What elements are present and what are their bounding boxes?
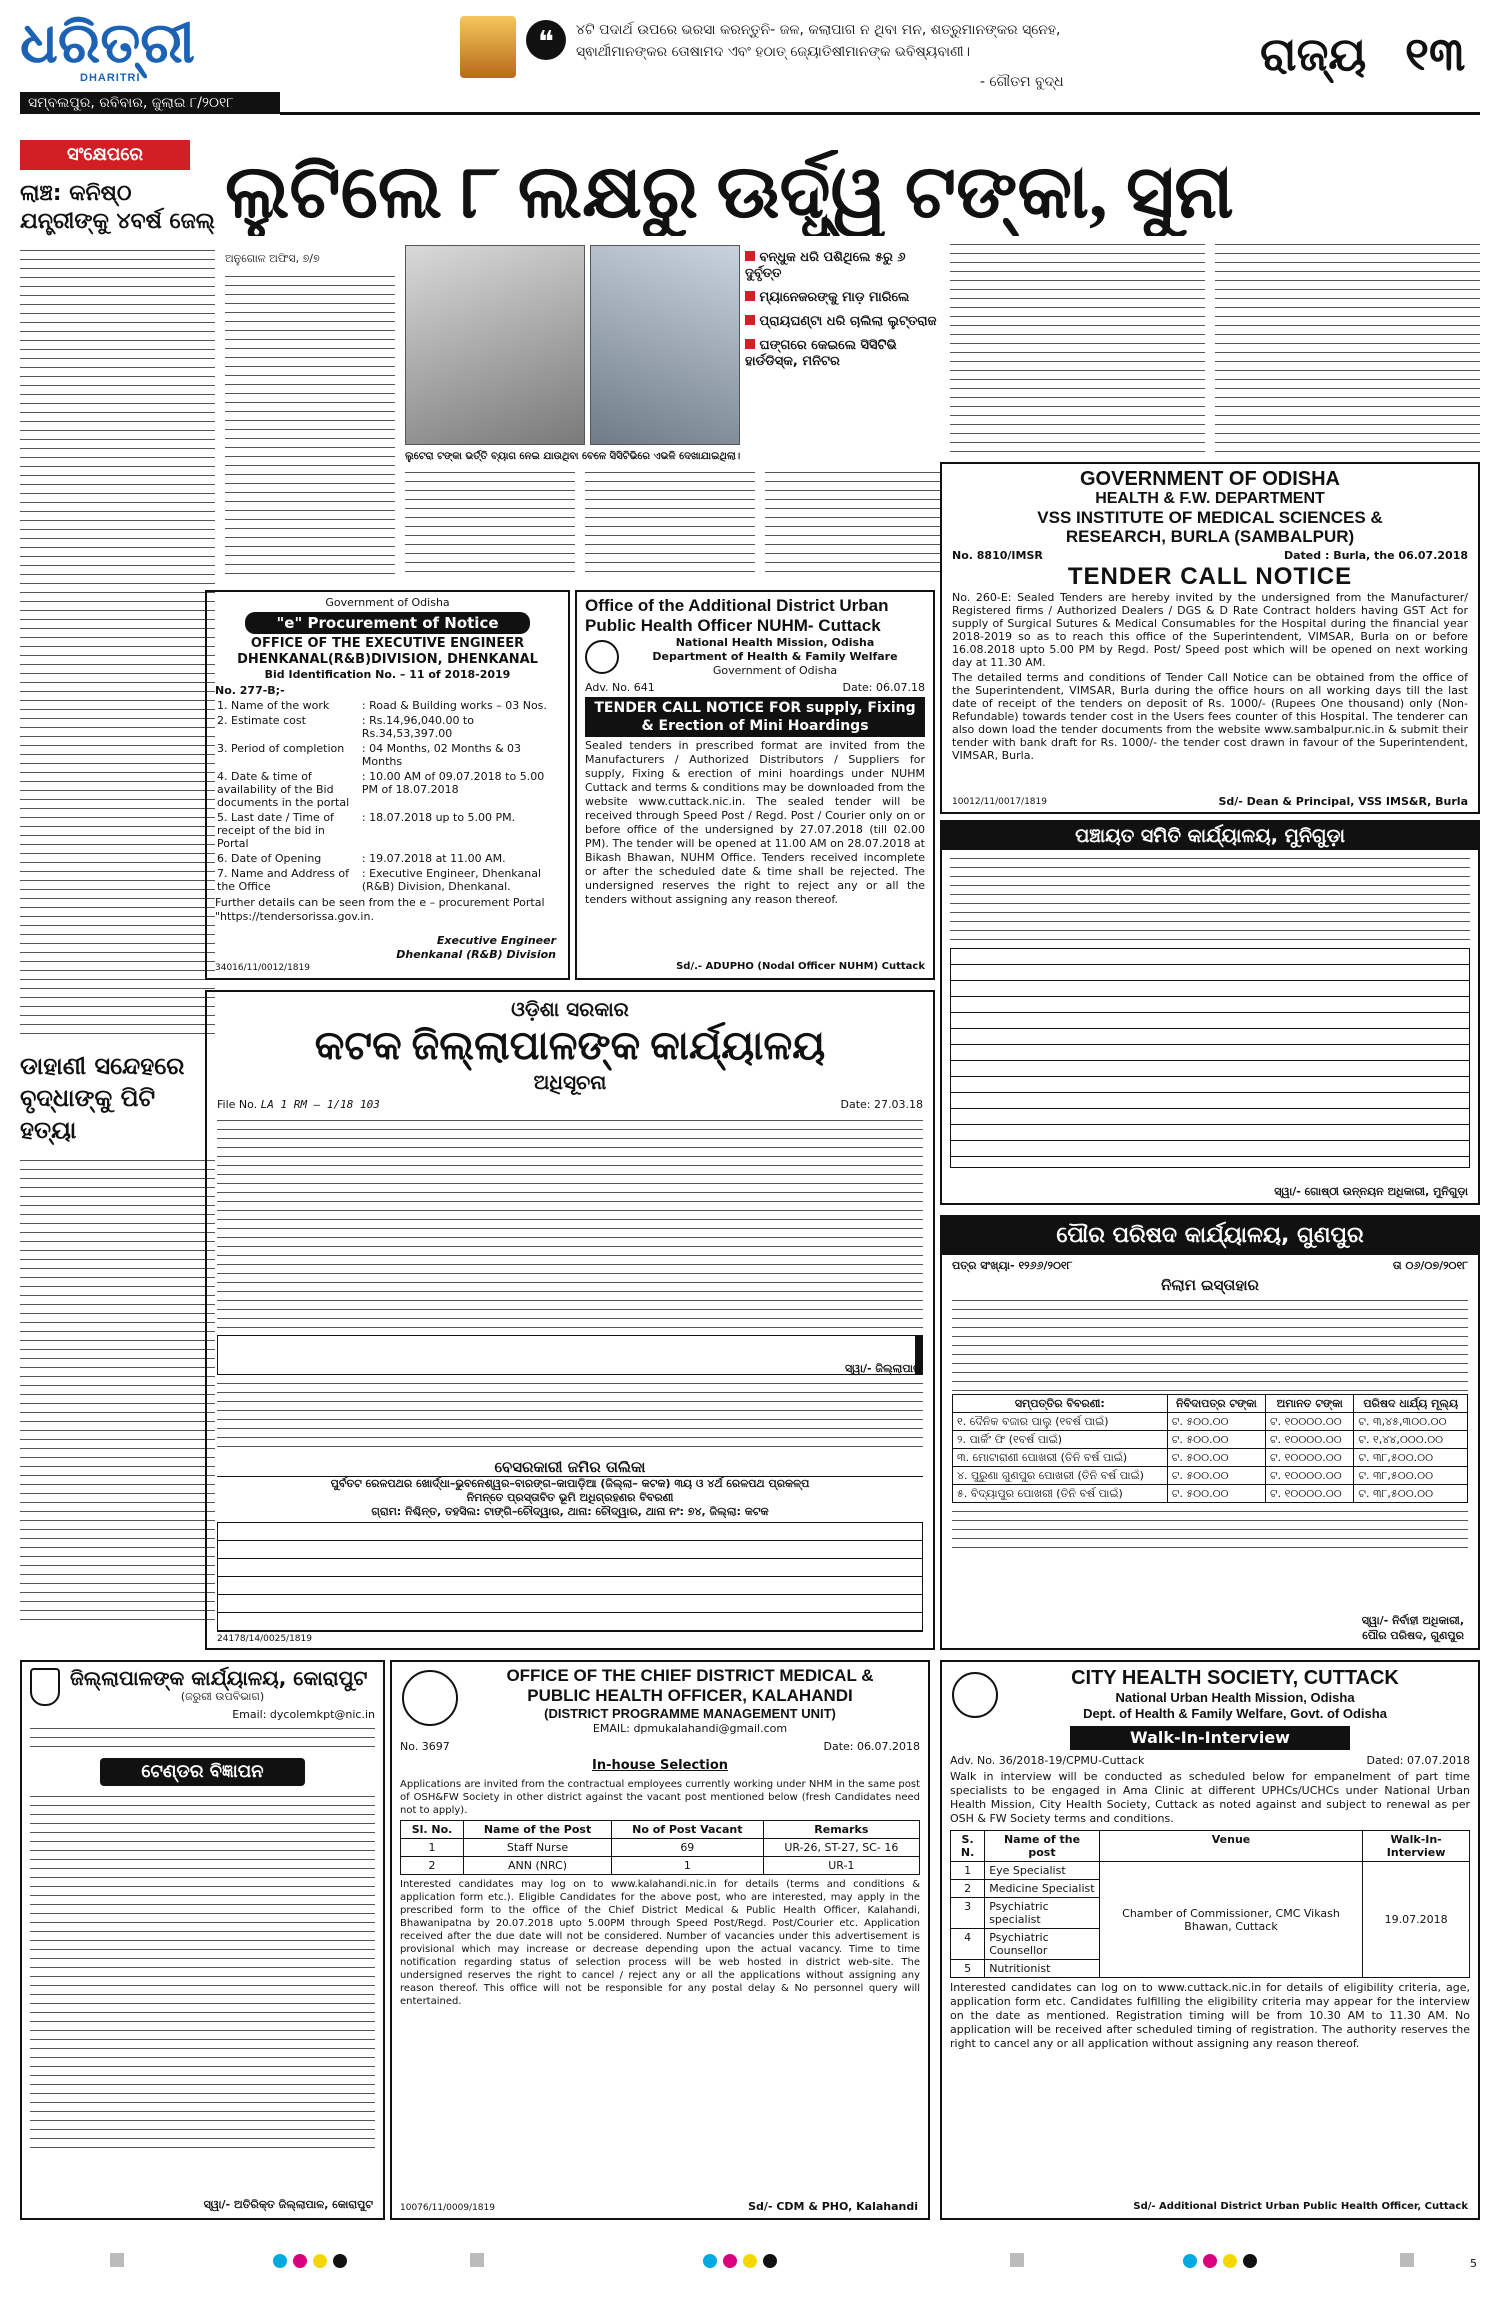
ad-gunupur bbox=[940, 1215, 1480, 1650]
ee-sign-2: Dhenkanal (R&B) Division bbox=[396, 948, 556, 961]
buddha-image bbox=[460, 16, 516, 78]
ctc-body-2 bbox=[217, 1379, 923, 1454]
ad-collector-cuttack bbox=[205, 990, 935, 1650]
ee-row-value: : 04 Months, 02 Months & 03 Months bbox=[361, 742, 522, 768]
table-header: ଅମାନତ ଟଙ୍କା bbox=[1266, 1395, 1354, 1413]
nuhm-banner: TENDER CALL NOTICE FOR supply, Fixing & Erection of Mini Hoardings bbox=[585, 697, 925, 737]
brief-body-2 bbox=[20, 1156, 215, 1626]
ctc-code: 24178/14/0025/1819 bbox=[217, 1634, 312, 1644]
lead-col-4 bbox=[765, 468, 940, 577]
gun-ref-row bbox=[942, 1255, 1478, 1277]
table-header: S. N. bbox=[951, 1831, 985, 1862]
lead-photo-1 bbox=[405, 245, 585, 445]
koraput-sub: (ଜରୁରୀ ଉପବିଭାଗ) bbox=[180, 1690, 265, 1703]
ps-body bbox=[950, 854, 1470, 944]
gun-table bbox=[952, 1394, 1468, 1503]
table-cell: ଟ. ୩୮,୫୦୦.୦୦ bbox=[1354, 1485, 1468, 1503]
ee-row-label: 1. Name of the work bbox=[217, 699, 330, 712]
lead-bullets bbox=[745, 250, 945, 370]
ee-no: No. 277-B;- bbox=[215, 684, 285, 697]
chs-venue: Chamber of Commissioner, CMC Vikash Bhawan, Cuttack bbox=[1099, 1862, 1362, 1978]
ad-vss-burla bbox=[940, 462, 1480, 814]
kal-intro: Applications are invited from the contractual employees currently working under NHM in the same post of OSH&FW Society in other district against the vacant post mentioned below (fresh Candidates need not to apply). bbox=[400, 1779, 920, 1816]
ctc-land-table bbox=[217, 1522, 923, 1632]
ee-tag: "e" Procurement of Notice bbox=[245, 612, 530, 634]
ee-row-value: : Road & Building works – 03 Nos. bbox=[361, 699, 547, 712]
table-cell: 69 bbox=[611, 1839, 763, 1857]
brief-body-1 bbox=[20, 246, 215, 1036]
table-cell: ଟ. ୫୦୦.୦୦ bbox=[1167, 1431, 1265, 1449]
brief-column bbox=[20, 140, 215, 1645]
reg-dots-2 bbox=[700, 2253, 780, 2272]
table-header: Name of the Post bbox=[464, 1821, 612, 1839]
table-row bbox=[953, 1431, 1468, 1449]
table-cell: ୧. ଦୈନିକ ବଜାର ପାଲୁ (୧ବର୍ଷ ପାଇଁ) bbox=[953, 1413, 1168, 1431]
ctc-grid-1 bbox=[217, 1335, 923, 1375]
ee-row-label: 7. Name and Address of the Office bbox=[217, 867, 350, 893]
magenta-dot bbox=[723, 2254, 737, 2268]
footer-page-no: 5 bbox=[1470, 2257, 1477, 2270]
lead-col-6 bbox=[1215, 240, 1480, 455]
table-cell: 1 bbox=[401, 1839, 464, 1857]
lead-col-5 bbox=[950, 240, 1205, 455]
vss-no-row bbox=[952, 549, 1468, 563]
vss-p1: No. 260-E: Sealed Tenders are hereby invited by the undersigned from the Manufacturer/ Registered firms / Authorized Dealers / DGS & D Rate Contract holders having GST Act for supply of Surgical Sutures & Medical Consumables for the Hospital during the financial year 2018-2019 so as to reach this office of the Superintendent, VIMSAR, Burla on or before 16.08.2018 upto 5.00 PM by Regd. Post/ Speed post which will be opened on next working day at 11.30 AM. bbox=[952, 591, 1468, 669]
nuhm-adv: Adv. No. 641 bbox=[585, 681, 655, 694]
chs-t3: Dept. of Health & Family Welfare, Govt. of Odisha bbox=[1083, 1706, 1387, 1721]
brief-headline: ଲାଞ୍ଚ: କନିଷ୍ଠ ଯନ୍ତ୍ରୀଙ୍କୁ ୪ବର୍ଷ ଜେଲ୍ bbox=[20, 181, 215, 234]
table-cell: 1 bbox=[611, 1857, 763, 1875]
chs-t2: National Urban Health Mission, Odisha bbox=[1115, 1690, 1355, 1705]
kal-email: EMAIL: dpmukalahandi@gmail.com bbox=[592, 1722, 788, 1735]
ctc-date: Date: 27.03.18 bbox=[840, 1098, 923, 1111]
masthead-quote-line-1: ୪ଟି ପଦାର୍ଥ ଉପରେ ଭରସା କରନ୍ତୁନି- ଜଳ, କଲାପାଗ ନ ଥିବା ମନ, ଶତ୍ରୁମାନଙ୍କର ସ୍ନେହ, bbox=[576, 22, 1061, 38]
gun-sign-1: ସ୍ୱା/- ନିର୍ବାହୀ ଅଧିକାରୀ, bbox=[1361, 1614, 1464, 1627]
koraput-banner: ଟେଣ୍ଡର ବିଜ୍ଞାପନ bbox=[100, 1758, 305, 1786]
table-header: Remarks bbox=[763, 1821, 919, 1839]
table-cell: ଟ. ୫୦୦.୦୦ bbox=[1167, 1485, 1265, 1503]
lead-col-3 bbox=[585, 468, 755, 577]
table-cell: ଟ. ୧୦୦୦୦.୦୦ bbox=[1266, 1431, 1354, 1449]
lead-col-1 bbox=[225, 272, 395, 577]
table-cell: ଟ. ୧୦୦୦୦.୦୦ bbox=[1266, 1485, 1354, 1503]
table-row bbox=[953, 1467, 1468, 1485]
ee-row-label: 5. Last date / Time of receipt of the bid in Portal bbox=[217, 811, 334, 850]
nuhm-sign: Sd/.- ADUPHO (Nodal Officer NUHM) Cuttack bbox=[676, 961, 925, 972]
table-row bbox=[401, 1857, 920, 1875]
ee-row bbox=[215, 741, 560, 769]
yellow-dot bbox=[313, 2254, 327, 2268]
vss-sign: Sd/- Dean & Principal, VSS IMS&R, Burla bbox=[1218, 795, 1468, 808]
kal-t2: PUBLIC HEALTH OFFICER, KALAHANDI bbox=[527, 1686, 853, 1705]
ad-nuhm bbox=[575, 590, 935, 980]
masthead bbox=[20, 12, 1480, 122]
ctc-file: File No. bbox=[217, 1098, 258, 1111]
nuhm-sub-3: Government of Odisha bbox=[712, 664, 838, 677]
vss-date: Dated : Burla, the 06.07.2018 bbox=[1283, 549, 1468, 562]
ee-row bbox=[215, 851, 560, 866]
reg-square-2 bbox=[470, 2253, 484, 2267]
koraput-title: ଜିଲ୍ଲାପାଳଙ୍କ କାର୍ଯ୍ୟାଳୟ, କୋରାପୁଟ bbox=[70, 1666, 368, 1690]
ctc-title: କଟକ ଜିଲ୍ଲାପାଳଙ୍କ କାର୍ଯ୍ୟାଳୟ bbox=[314, 1023, 826, 1068]
ctc-list-title: ବେସରକାରୀ ଜମିର ତାଲିକା bbox=[494, 1458, 646, 1476]
ee-office: OFFICE OF THE EXECUTIVE ENGINEER DHENKANAL(R&B)DIVISION, DHENKANAL bbox=[237, 636, 538, 667]
vss-code: 10012/11/0017/1819 bbox=[952, 797, 1047, 807]
chs-sign: Sd/- Additional District Urban Public Health Officer, Cuttack bbox=[1133, 2201, 1468, 2212]
nuhm-date: Date: 06.07.18 bbox=[842, 681, 925, 694]
lead-bullet-1 bbox=[745, 250, 945, 282]
kal-t3: (DISTRICT PROGRAMME MANAGEMENT UNIT) bbox=[544, 1706, 836, 1721]
lead-bullet-text-2: ମ୍ୟାନେଜରଙ୍କୁ ମାଡ଼ ମାରିଲେ bbox=[759, 290, 910, 305]
magenta-dot bbox=[1203, 2254, 1217, 2268]
masthead-section: ରାଜ୍ୟ bbox=[1260, 29, 1367, 80]
table-header: ସମ୍ପତ୍ତିର ବିବରଣୀ: bbox=[953, 1395, 1168, 1413]
table-cell: ଟ. ୩୮,୫୦୦.୦୦ bbox=[1354, 1449, 1468, 1467]
table-cell: ଟ. ୫୦୦.୦୦ bbox=[1167, 1467, 1265, 1485]
kal-no: No. 3697 bbox=[400, 1740, 450, 1753]
table-cell: Medicine Specialist bbox=[985, 1880, 1100, 1898]
gun-date: ତା ୦୬/୦୭/୨୦୧୮ bbox=[1392, 1259, 1468, 1272]
nuhm-sub-2: Department of Health & Family Welfare bbox=[652, 650, 898, 663]
lead-bullet-text-1: ବନ୍ଧୁକ ଧରି ପଶିଥିଲେ ୫ରୁ ୬ ଦୁର୍ବୃତ୍ତ bbox=[745, 250, 906, 281]
lead-byline: ଅନୁଗୋଳ ଅଫିସ, ୭/୭ bbox=[225, 252, 320, 265]
table-header: Name of the post bbox=[985, 1831, 1100, 1862]
yellow-dot bbox=[743, 2254, 757, 2268]
table-row bbox=[953, 1485, 1468, 1503]
table-header: Walk-In-Interview bbox=[1363, 1831, 1470, 1862]
table-cell: ANN (NRC) bbox=[464, 1857, 612, 1875]
reg-dots-1 bbox=[270, 2253, 350, 2272]
ee-table bbox=[215, 698, 560, 894]
table-cell: Psychiatric specialist bbox=[985, 1898, 1100, 1929]
nuhm-logo bbox=[585, 640, 619, 674]
table-row bbox=[951, 1862, 1470, 1880]
nuhm-sub-1: National Health Mission, Odisha bbox=[675, 636, 875, 649]
koraput-sign: ସ୍ୱା/- ଅତିରିକ୍ତ ଜିଲ୍ଲାପାଳ, କୋରାପୁଟ bbox=[203, 2198, 373, 2211]
chs-date: Dated: 07.07.2018 bbox=[1366, 1754, 1470, 1767]
table-cell: 2 bbox=[401, 1857, 464, 1875]
kal-body: Interested candidates may log on to www.kalahandi.nic.in for details (terms and conditions & application form etc.). Eligible Candidates for the above post, who are interested, may apply in the prescribed form to the office of the Chief District Medical & Public Health Officer, Kalahandi, Bhawanipatna by 20.07.2018 upto 5.00PM through Speed Post/Regd. Post/Courier etc. Application received after the due date will not be considered. Number of vacancies under this advertisement is provisional which may increase or decrease depending upon the actual vacancy. Time to time notification regarding status of selection process will be web hosted in district web-site. The undersigned reserves the right to cancel / reject any or all the applications without assigning any reason thereof. This office will not be responsible for any postal delay & No personnel query will entertained. bbox=[400, 1879, 920, 2007]
magenta-dot bbox=[293, 2254, 307, 2268]
vss-title: TENDER CALL NOTICE bbox=[1067, 563, 1353, 590]
table-cell: ଟ. ୩୮,୫୦୦.୦୦ bbox=[1354, 1467, 1468, 1485]
black-dot bbox=[763, 2254, 777, 2268]
reg-dots-3 bbox=[1180, 2253, 1260, 2272]
kal-t1: OFFICE OF THE CHIEF DISTRICT MEDICAL & bbox=[506, 1666, 874, 1685]
ps-sign: ସ୍ୱା/- ଗୋଷ୍ଠୀ ଉନ୍ନୟନ ଅଧିକାରୀ, ମୁନିଗୁଡ଼ା bbox=[1274, 1185, 1468, 1198]
table-cell: ଟ. ୧୦୦୦୦.୦୦ bbox=[1266, 1413, 1354, 1431]
ad-koraput bbox=[20, 1660, 385, 2220]
ee-row-value: : 18.07.2018 up to 5.00 PM. bbox=[361, 811, 516, 824]
ee-row bbox=[215, 810, 560, 851]
gun-sign-2: ପୌର ପରିଷଦ, ଗୁଣପୁର bbox=[1362, 1629, 1464, 1642]
chs-intro: Walk in interview will be conducted as scheduled below for empanelment of part time specialists to be engaged in Ama Clinic at different UPHCs/UCHCs under National Urban Health Mission, City Health Society, Cuttack as noted against and subject to renewal as per OSH & FW Society terms and conditions. bbox=[950, 1770, 1470, 1825]
vss-l2: HEALTH & F.W. DEPARTMENT bbox=[1095, 490, 1325, 507]
brief-label: ସଂକ୍ଷେପରେ bbox=[20, 140, 190, 170]
chs-t1: CITY HEALTH SOCIETY, CUTTACK bbox=[1071, 1667, 1399, 1689]
brief-headline-2: ଡାହାଣୀ ସନ୍ଦେହରେ ବୃଦ୍ଧାଙ୍କୁ ପିଟି ହତ୍ୟା bbox=[20, 1052, 185, 1144]
ps-title: ପଞ୍ଚାୟତ ସମିତି କାର୍ଯ୍ୟାଳୟ, ମୁନିଗୁଡ଼ା bbox=[942, 822, 1478, 850]
table-cell: 3 bbox=[951, 1898, 985, 1929]
ctc-sign: ସ୍ୱା/- ଜିଲ୍ଲାପାଳ bbox=[844, 1362, 921, 1375]
table-cell: ଟ. ୧୦୦୦୦.୦୦ bbox=[1266, 1467, 1354, 1485]
nuhm-body: Sealed tenders in prescribed format are invited from the Manufacturers / Authorized Distributors / Suppliers for supply, Fixing & erection of mini hoardings under NUHM Cuttack and terms & conditions may be downloaded from the website www.cuttack.nic.in. The sealed tender will be received through Speed Post / Regd. Post / Courier only on or before office of the undersigned by 27.07.2018 (till 02.00 PM). The tender will be opened at 11.00 AM on 28.07.2018 at Bikash Bhawan, NUHM Office. Tenders received incomplete or after the scheduled date & time shall be rejected. The undersigned reserves the right to reject any or all the tenders without assigning any reason thereof. bbox=[585, 739, 925, 906]
ctc-sub: ଅଧିସୂଚନା bbox=[533, 1070, 607, 1094]
lead-col-2 bbox=[405, 468, 575, 577]
lead-bullet-text-3: ପ୍ରାୟଘଣ୍ଟା ଧରି ଚାଲିଲା ଲୁଟ୍‌ତରାଜ bbox=[759, 314, 937, 329]
ad-panchayat-samiti bbox=[940, 820, 1480, 1205]
table-cell: ୨. ପାର୍କିଂ ଫି (୧ବର୍ଷ ପାଇଁ) bbox=[953, 1431, 1168, 1449]
lead-photo-2 bbox=[590, 245, 740, 445]
gun-body-2 bbox=[952, 1507, 1468, 1553]
kal-table bbox=[400, 1820, 920, 1875]
ctc-govt: ଓଡ଼ିଶା ସରକାର bbox=[511, 997, 629, 1021]
lead-bullet-3 bbox=[745, 314, 945, 330]
footer-marks bbox=[0, 2245, 1500, 2285]
gun-notice: ନିଲାମ ଇସ୍ତାହାର bbox=[1161, 1276, 1259, 1294]
ctc-file-hand: LA 1 RM – 1/18 103 bbox=[260, 1098, 380, 1111]
kalahandi-logo bbox=[402, 1670, 458, 1726]
table-cell: Nutritionist bbox=[985, 1960, 1100, 1978]
table-cell: 4 bbox=[951, 1929, 985, 1960]
table-cell: ଟ. ୫୦୦.୦୦ bbox=[1167, 1449, 1265, 1467]
table-row bbox=[953, 1449, 1468, 1467]
masthead-quote-author: - ଗୌତମ ବୁଦ୍ଧ bbox=[980, 74, 1064, 90]
chs-banner: Walk-In-Interview bbox=[1070, 1726, 1350, 1750]
masthead-rule bbox=[280, 112, 1480, 115]
kal-code: 10076/11/0009/1819 bbox=[400, 2203, 495, 2213]
koraput-emblem bbox=[30, 1668, 60, 1706]
kal-sign: Sd/- CDM & PHO, Kalahandi bbox=[748, 2200, 918, 2213]
table-cell: ୫. ବିଦ୍ୟାପୁର ପୋଖରୀ (ତିନି ବର୍ଷ ପାଇଁ) bbox=[953, 1485, 1168, 1503]
ee-sign-1: Executive Engineer bbox=[436, 934, 556, 947]
chs-adv: Adv. No. 36/2018-19/CPMU-Cuttack bbox=[950, 1754, 1145, 1767]
cyan-dot bbox=[1183, 2254, 1197, 2268]
table-cell: 1 bbox=[951, 1862, 985, 1880]
ee-row bbox=[215, 769, 560, 810]
table-cell: 2 bbox=[951, 1880, 985, 1898]
nuhm-title: Office of the Additional District Urban Public Health Officer NUHM- Cuttack bbox=[585, 596, 889, 635]
cyan-dot bbox=[703, 2254, 717, 2268]
gun-body bbox=[952, 1296, 1468, 1391]
ee-row-value: : 19.07.2018 at 11.00 AM. bbox=[361, 852, 506, 865]
table-cell: ଟ. ୧,୪୪,୦୦୦.୦୦ bbox=[1354, 1431, 1468, 1449]
ctc-file-row bbox=[217, 1098, 923, 1112]
ee-row-label: 4. Date & time of availability of the Bid documents in the portal bbox=[217, 770, 350, 809]
table-header: ନିବିଦାପତ୍ର ଟଙ୍କା bbox=[1167, 1395, 1265, 1413]
table-cell: ଟ. ୩,୪୫,୩୦୦.୦୦ bbox=[1354, 1413, 1468, 1431]
lead-headline: ଲୁଟିଲେ ୮ ଲକ୍ଷରୁ ଊର୍ଦ୍ଧ୍ୱ ଟଙ୍କା, ସୁନା bbox=[225, 152, 1234, 234]
vss-l4: RESEARCH, BURLA (SAMBALPUR) bbox=[1065, 527, 1355, 546]
table-header: No of Post Vacant bbox=[611, 1821, 763, 1839]
vss-l1: GOVERNMENT OF ODISHA bbox=[1079, 468, 1340, 490]
lead-bullet-4 bbox=[745, 338, 945, 370]
kal-date: Date: 06.07.2018 bbox=[823, 1740, 920, 1753]
ctc-list-sub2: ନିମନ୍ତେ ପ୍ରସ୍ତାବିତ ଭୂମି ଅଧିଗ୍ରହଣର ବିବରଣୀ bbox=[466, 1491, 674, 1504]
ee-row-value: : 10.00 AM of 09.07.2018 to 5.00 PM of 18.07.2018 bbox=[361, 770, 545, 796]
vss-no: No. 8810/IMSR bbox=[952, 549, 1043, 562]
chs-walkin-date: 19.07.2018 bbox=[1363, 1862, 1470, 1978]
table-row bbox=[953, 1413, 1468, 1431]
koraput-refs bbox=[30, 1724, 375, 1752]
ee-row bbox=[215, 698, 560, 713]
ctc-list-sub1: ପୁର୍ବତଟ ରେଳପଥର ଖୋର୍ଦ୍ଧା–ଭୁବନେଶ୍ୱର–ବାରଙ୍ଗ–କାପାଡ଼ିଆ (ଜିଲ୍ଲା– କଟକ) ୩ୟ ଓ ୪ର୍ଥ ରେଳପଥ ପ୍ରକଳ୍ପ bbox=[217, 1476, 923, 1491]
table-cell: Psychiatric Counsellor bbox=[985, 1929, 1100, 1960]
cyan-dot bbox=[273, 2254, 287, 2268]
ee-row-value: : Rs.14,96,040.00 to Rs.34,53,397.00 bbox=[361, 714, 474, 740]
table-cell: ଟ. ୫୦୦.୦୦ bbox=[1167, 1413, 1265, 1431]
koraput-email: Email: dycolemkpt@nic.in bbox=[232, 1708, 375, 1721]
table-header: Venue bbox=[1099, 1831, 1362, 1862]
table-cell: ୩. ମୋଟାରାଣୀ ପୋଖରୀ (ତିନି ବର୍ଷ ପାଇଁ) bbox=[953, 1449, 1168, 1467]
ad-kalahandi bbox=[390, 1660, 930, 2220]
lead-bullet-text-4: ଘଙ୍ଗରେ କେଇଲେ ସିସିଟିଭି ହାର୍ଡଡିସ୍କ, ମନିଟର bbox=[745, 338, 897, 369]
reg-square-3 bbox=[1010, 2253, 1024, 2267]
yellow-dot bbox=[1223, 2254, 1237, 2268]
masthead-logo: ଧରିତ୍ରୀ bbox=[20, 13, 195, 75]
table-header: Sl. No. bbox=[401, 1821, 464, 1839]
ee-code: 34016/11/0012/1819 bbox=[215, 963, 310, 973]
chs-body: Interested candidates can log on to www.cuttack.nic.in for details of eligibility criteria, age, application form etc. Candidates fulfilling the eligibility criteria may appear for the interview on the date as mentioned. Registration timing will be from 10.30 AM to 11.30 AM. No application will be received after scheduled timing of registration. The authority reserves the right to cancel any or all application without assigning any reason thereof. bbox=[950, 1981, 1470, 2050]
vss-l3: VSS INSTITUTE OF MEDICAL SCIENCES & bbox=[1037, 508, 1383, 527]
table-cell: Staff Nurse bbox=[464, 1839, 612, 1857]
masthead-quote-line-2: ସ୍ଵାର୍ଥୀମାନଙ୍କର ତୋଷାମଦ ଏବଂ ହଠାତ୍ ଜ୍ୟୋତିଷୀମାନଙ୍କ ଭବିଷ୍ୟବାଣୀ। bbox=[576, 44, 971, 60]
chs-logo bbox=[952, 1672, 998, 1718]
ee-row-label: 2. Estimate cost bbox=[217, 714, 306, 727]
ad-executive-engineer bbox=[205, 590, 570, 980]
chs-adv-row bbox=[950, 1754, 1470, 1768]
ee-govt: Government of Odisha bbox=[325, 596, 450, 609]
ee-row-label: 3. Period of completion bbox=[217, 742, 345, 755]
ee-row bbox=[215, 713, 560, 741]
kal-no-row bbox=[400, 1740, 920, 1754]
table-cell: ୪. ପୁରୁଣା ଗୁଣପୁର ପୋଖରୀ (ତିନି ବର୍ଷ ପାଇଁ) bbox=[953, 1467, 1168, 1485]
koraput-body bbox=[30, 1792, 375, 2152]
gun-title: ପୌର ପରିଷଦ କାର୍ଯ୍ୟାଳୟ, ଗୁଣପୁର bbox=[942, 1217, 1478, 1255]
masthead-page-no: ୧୩ bbox=[1405, 29, 1466, 80]
quote-icon: ❝ bbox=[526, 20, 566, 60]
vss-p2: The detailed terms and conditions of Tender Call Notice can be obtained from the office of the Superintendent, VIMSAR, Burla during the office hours on all working days till the last date of receipt of the tenders on deposit of Rs. 1000/- (Rupees One thousand) only (Non-Refundable) towards tender cost in the Users fees counter of this Hospital. The tenderer can also down load the tender documents from the website www.sambalpur.nic.in & submit their tender with bank draft for Rs. 1000/- the tender cost drawn in favour of the Superintendent, VIMSAR, Burla. bbox=[952, 671, 1468, 762]
masthead-logo-sub: DHARITRI bbox=[80, 72, 141, 84]
ee-row bbox=[215, 866, 560, 894]
chs-table bbox=[950, 1830, 1470, 1978]
kal-heading: In-house Selection bbox=[591, 1758, 729, 1773]
black-dot bbox=[333, 2254, 347, 2268]
table-cell: UR-26, ST-27, SC- 16 bbox=[763, 1839, 919, 1857]
masthead-dateline: ସମ୍ବଲପୁର, ରବିବାର, ଜୁଲାଇ ୮/୨୦୧୮ bbox=[20, 92, 280, 114]
table-cell: Eye Specialist bbox=[985, 1862, 1100, 1880]
ee-row-value: : Executive Engineer, Dhenkanal (R&B) Division, Dhenkanal. bbox=[361, 867, 541, 893]
ctc-body bbox=[217, 1116, 923, 1331]
reg-square-1 bbox=[110, 2253, 124, 2267]
table-header: ପରିଷଦ ଧାର୍ଯ୍ୟ ମୂଲ୍ୟ bbox=[1354, 1395, 1468, 1413]
ctc-list-sub3: ଗ୍ରାମ: ନିଶ୍ଚିନ୍ତ, ତହସିଲ: ଟାଙ୍ଗି–ଚୌଦ୍ୱାର, ଥାନା: ଚୌଦ୍ୱାର, ଥାନା ନଂ: ୭୪, ଜିଲ୍ଲା: କଟକ bbox=[371, 1505, 769, 1518]
table-cell: 5 bbox=[951, 1960, 985, 1978]
gun-ref: ପତ୍ର ସଂଖ୍ୟା- ୧୨୬୬/୨୦୧୮ bbox=[952, 1259, 1073, 1272]
ee-bid: Bid Identification No. – 11 of 2018-2019 bbox=[264, 668, 511, 681]
ps-table bbox=[950, 948, 1470, 1168]
reg-square-4 bbox=[1400, 2253, 1414, 2267]
ad-city-health-society bbox=[940, 1660, 1480, 2220]
table-cell: UR-1 bbox=[763, 1857, 919, 1875]
lead-photo-caption: ଲୁଟେରା ଟଙ୍କା ଭର୍ତ୍ତି ବ୍ୟାଗ ନେଇ ଯାଉଥିବା ବେଳେ ସିସିଟିଭିରେ ଏଭଳି ଦେଖାଯାଇଥିଲା। bbox=[405, 451, 741, 462]
nuhm-adv-row bbox=[585, 681, 925, 695]
table-cell: ଟ. ୧୦୦୦୦.୦୦ bbox=[1266, 1449, 1354, 1467]
ee-further: Further details can be seen from the e – procurement Portal "https://tendersorissa.gov.in. bbox=[215, 896, 545, 923]
ee-row-label: 6. Date of Opening bbox=[217, 852, 322, 865]
lead-bullet-2 bbox=[745, 290, 945, 306]
table-row bbox=[401, 1839, 920, 1857]
black-dot bbox=[1243, 2254, 1257, 2268]
